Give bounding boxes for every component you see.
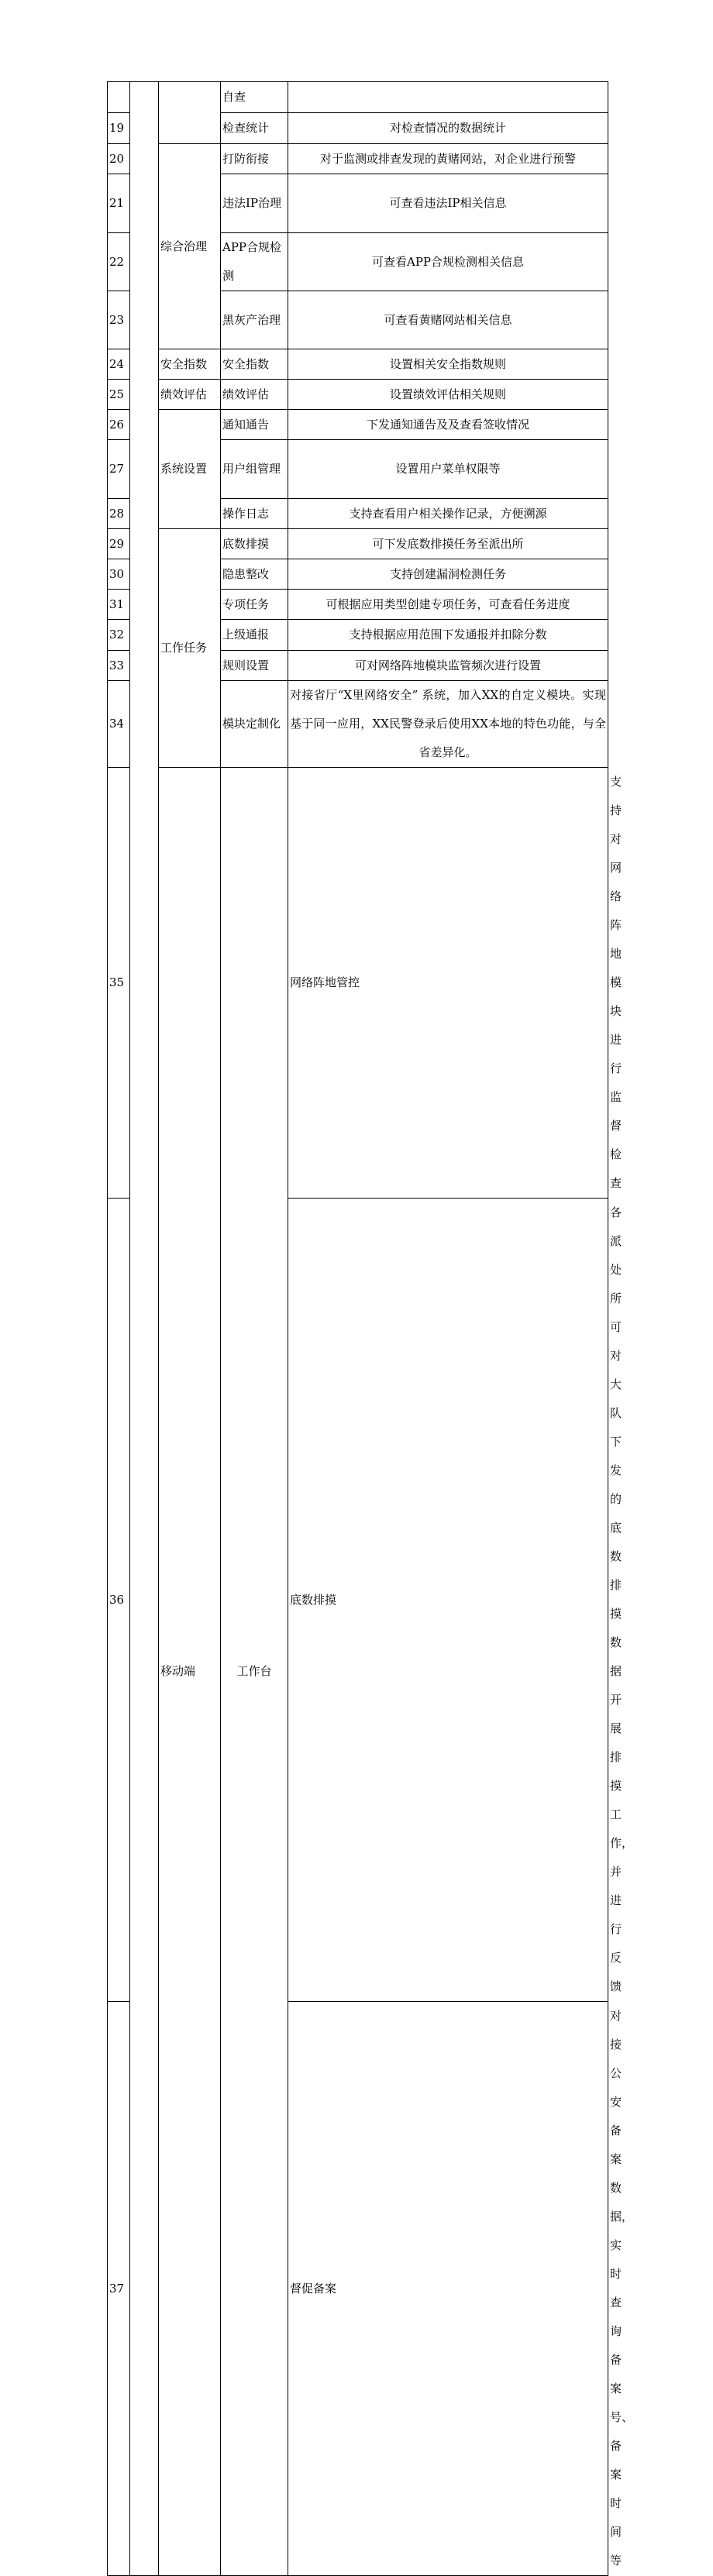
row-number: 36 — [108, 1199, 130, 2002]
description-cell: 可查看APP合规检测相关信息 — [288, 233, 608, 291]
description-cell: 对检查情况的数据统计 — [288, 113, 608, 144]
description-cell: 支持查看用户相关操作记录，方便溯源 — [288, 499, 608, 529]
description-cell: 可下发底数排摸任务至派出所 — [288, 529, 608, 559]
row-number: 32 — [108, 620, 130, 651]
description-cell: 设置相关安全指数规则 — [288, 349, 608, 380]
feature-cell: 绩效评估 — [221, 380, 288, 410]
table-row — [108, 82, 608, 113]
description-cell: 设置用户菜单权限等 — [288, 440, 608, 499]
row-number: 25 — [108, 380, 130, 410]
feature-cell: 底数排摸 — [288, 1199, 608, 2002]
row-number: 24 — [108, 349, 130, 380]
row-number: 34 — [108, 681, 130, 768]
feature-cell: 督促备案 — [288, 2002, 608, 2576]
description-cell: 对于监测或排查发现的黄赌网站，对企业进行预警 — [288, 144, 608, 174]
section-cell-web — [130, 82, 159, 2576]
row-number: 20 — [108, 144, 130, 174]
feature-cell: 网络阵地管控 — [288, 768, 608, 1199]
table-row — [108, 380, 608, 410]
description-cell: 可查看黄赌网站相关信息 — [288, 291, 608, 349]
feature-cell: 操作日志 — [221, 499, 288, 529]
feature-cell: 上级通报 — [221, 620, 288, 651]
table-row — [108, 410, 608, 440]
row-number: 22 — [108, 233, 130, 291]
row-number: 29 — [108, 529, 130, 559]
row-number: 23 — [108, 291, 130, 349]
module-cell-work-tasks: 工作任务 — [159, 529, 221, 768]
feature-cell: 通知通告 — [221, 410, 288, 440]
feature-cell: 打防衔接 — [221, 144, 288, 174]
section-cell-mobile: 移动端 — [159, 768, 221, 2576]
description-cell — [288, 82, 608, 113]
feature-cell: 黑灰产治理 — [221, 291, 288, 349]
module-cell-workbench: 工作台 — [221, 768, 288, 2576]
feature-cell: 隐患整改 — [221, 559, 288, 590]
row-number: 35 — [108, 768, 130, 1199]
module-cell-security-index: 安全指数 — [159, 349, 221, 380]
row-number: 30 — [108, 559, 130, 590]
table-row: 35 移动端 工作台 网络阵地管控 支持对网络阵地模块进行监督检查 — [108, 768, 608, 1199]
table-row — [108, 144, 608, 174]
feature-spec-table — [107, 81, 634, 2576]
feature-cell: 检查统计 — [221, 113, 288, 144]
row-number: 19 — [108, 113, 130, 144]
description-cell: 支持创建漏洞检测任务 — [288, 559, 608, 590]
row-number: 37 — [108, 2002, 130, 2576]
description-cell: 可根据应用类型创建专项任务，可查看任务进度 — [288, 590, 608, 620]
feature-cell: 底数排摸 — [221, 529, 288, 559]
feature-cell: APP合规检测 — [221, 233, 288, 291]
description-cell: 支持根据应用范围下发通报并扣除分数 — [288, 620, 608, 651]
row-number: 27 — [108, 440, 130, 499]
feature-cell: 用户组管理 — [221, 440, 288, 499]
description-cell: 对接省厅“X里网络安全” 系统，加入XX的自定义模块。实现基于同一应用，XX民警登录后使用XX本地的特色功能，与全省差异化。 — [288, 681, 608, 768]
row-number: 33 — [108, 651, 130, 681]
feature-cell: 专项任务 — [221, 590, 288, 620]
row-number: 31 — [108, 590, 130, 620]
row-number: 26 — [108, 410, 130, 440]
module-cell-inspection — [159, 82, 221, 144]
feature-cell: 违法IP治理 — [221, 174, 288, 233]
module-cell-comprehensive: 综合治理 — [159, 144, 221, 349]
table-row — [108, 349, 608, 380]
feature-cell: 安全指数 — [221, 349, 288, 380]
row-number: 28 — [108, 499, 130, 529]
module-cell-system-settings: 系统设置 — [159, 410, 221, 529]
description-cell: 可对网络阵地模块监管频次进行设置 — [288, 651, 608, 681]
table-row: 37 督促备案 对接公安备案数据，实时查询备案号、备案时间等 — [108, 2002, 608, 2576]
row-number — [108, 82, 130, 113]
description-cell: 可查看违法IP相关信息 — [288, 174, 608, 233]
description-cell: 下发通知通告及及查看签收情况 — [288, 410, 608, 440]
row-number: 21 — [108, 174, 130, 233]
feature-cell: 自查 — [221, 82, 288, 113]
description-cell: 设置绩效评估相关规则 — [288, 380, 608, 410]
table-row: 36 底数排摸 各派处所可对大队下发的底数排摸数据开展排摸工作，并进行反馈 — [108, 1199, 608, 2002]
feature-cell: 模块定制化 — [221, 681, 288, 768]
feature-cell: 规则设置 — [221, 651, 288, 681]
module-cell-performance: 绩效评估 — [159, 380, 221, 410]
table-row — [108, 529, 608, 559]
